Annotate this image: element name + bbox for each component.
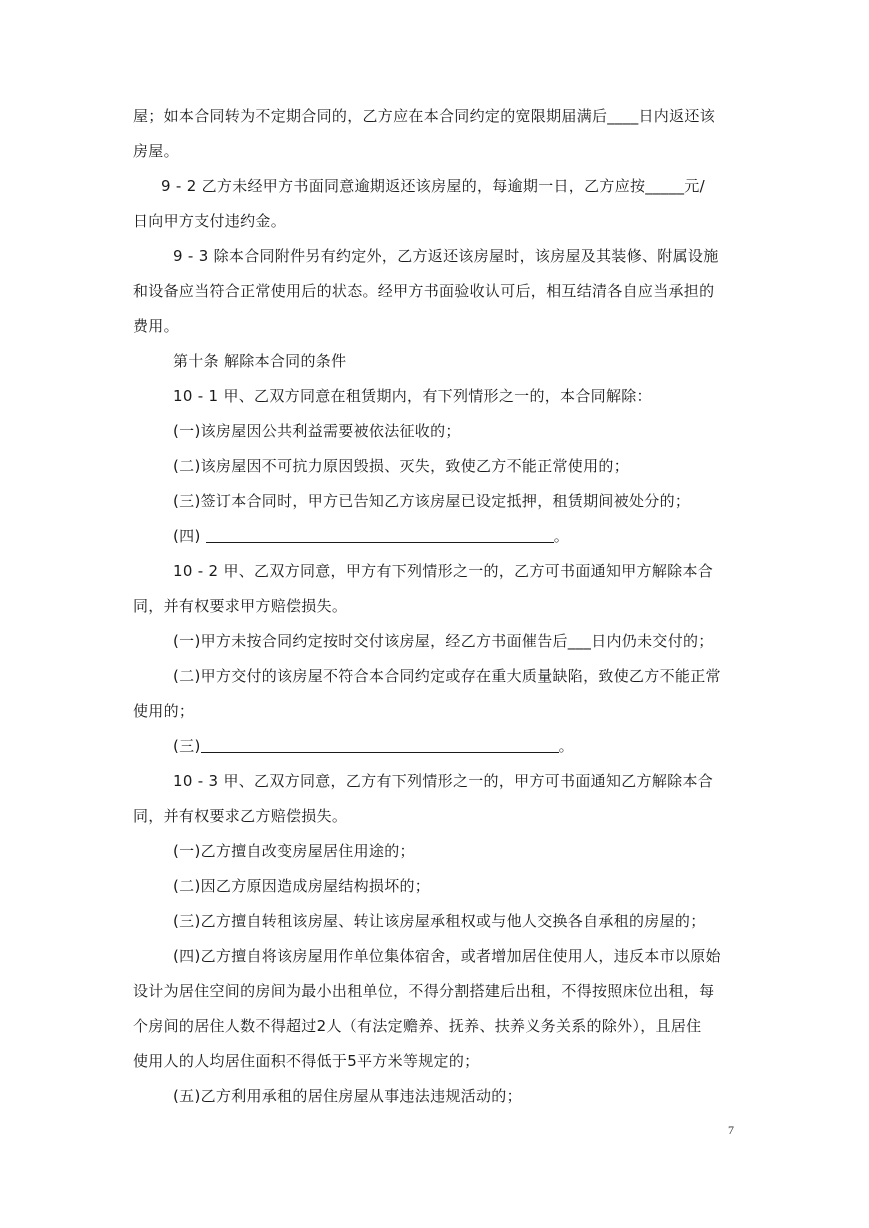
text-line: 同，并有权要求甲方赔偿损失。 — [133, 597, 348, 615]
text-line: (二)该房屋因不可抗力原因毁损、灭失，致使乙方不能正常使用的； — [173, 457, 630, 475]
text-line: (三)签订本合同时，甲方已告知乙方该房屋已设定抵押，租赁期间被处分的； — [173, 492, 691, 510]
text-line: 10 - 1 甲、乙双方同意在租赁期内，有下列情形之一的，本合同解除： — [173, 387, 652, 405]
text-line: 设计为居住空间的房间为最小出租单位，不得分割搭建后出租，不得按照床位出租，每 — [133, 982, 715, 1000]
text-line: 9 - 3 除本合同附件另有约定外，乙方返还该房屋时，该房屋及其装修、附属设施 — [173, 247, 719, 265]
item-end: 。 — [553, 527, 569, 545]
blank-line-item — [173, 735, 574, 757]
text-line: (一)该房屋因公共利益需要被依法征收的； — [173, 422, 461, 440]
text-line: 使用人的人均居住面积不得低于5平方米等规定的； — [133, 1052, 480, 1070]
text-line: 个房间的居住人数不得超过2人（有法定赡养、抚养、扶养义务关系的除外），且居住 — [133, 1017, 702, 1035]
text-line: 费用。 — [133, 317, 179, 335]
text-line: (一)甲方未按合同约定按时交付该房屋，经乙方书面催告后___日内仍未交付的； — [173, 632, 714, 650]
text-line: 日向甲方支付违约金。 — [133, 212, 287, 230]
text-line: (二)甲方交付的该房屋不符合本合同约定或存在重大质量缺陷，致使乙方不能正常 — [173, 667, 721, 685]
item-label: (三) — [173, 737, 201, 755]
text-line: (二)因乙方原因造成房屋结构损坏的； — [173, 877, 431, 895]
page-number: 7 — [728, 1123, 734, 1137]
text-line: 同，并有权要求乙方赔偿损失。 — [133, 807, 348, 825]
text-line: (四)乙方擅自将该房屋用作单位集体宿舍，或者增加居住使用人，违反本市以原始 — [173, 947, 721, 965]
text-line: 10 - 2 甲、乙双方同意，甲方有下列情形之一的，乙方可书面通知甲方解除本合 — [173, 562, 714, 580]
blank-line-item — [173, 525, 569, 547]
text-line: (一)乙方擅自改变房屋居住用途的； — [173, 842, 415, 860]
text-line: 和设备应当符合正常使用后的状态。经甲方书面验收认可后，相互结清各自应当承担的 — [133, 282, 715, 300]
text-line: 使用的； — [133, 702, 195, 720]
text-line: 9 - 2 乙方未经甲方书面同意逾期返还该房屋的，每逾期一日，乙方应按_____元/ — [161, 177, 705, 195]
text-line: 屋；如本合同转为不定期合同的，乙方应在本合同约定的宽限期届满后____日内返还该 — [133, 107, 716, 125]
section-heading: 第十条 解除本合同的条件 — [173, 352, 347, 370]
item-end: 。 — [558, 737, 574, 755]
fill-in-blank — [201, 736, 559, 753]
text-line: (五)乙方利用承租的居住房屋从事违法违规活动的； — [173, 1087, 522, 1105]
item-label: (四) — [173, 527, 206, 545]
text-line: 10 - 3 甲、乙双方同意，乙方有下列情形之一的，甲方可书面通知乙方解除本合 — [173, 772, 714, 790]
text-line: 房屋。 — [133, 142, 179, 160]
text-line: (三)乙方擅自转租该房屋、转让该房屋承租权或与他人交换各自承租的房屋的； — [173, 912, 706, 930]
fill-in-blank — [206, 526, 554, 543]
